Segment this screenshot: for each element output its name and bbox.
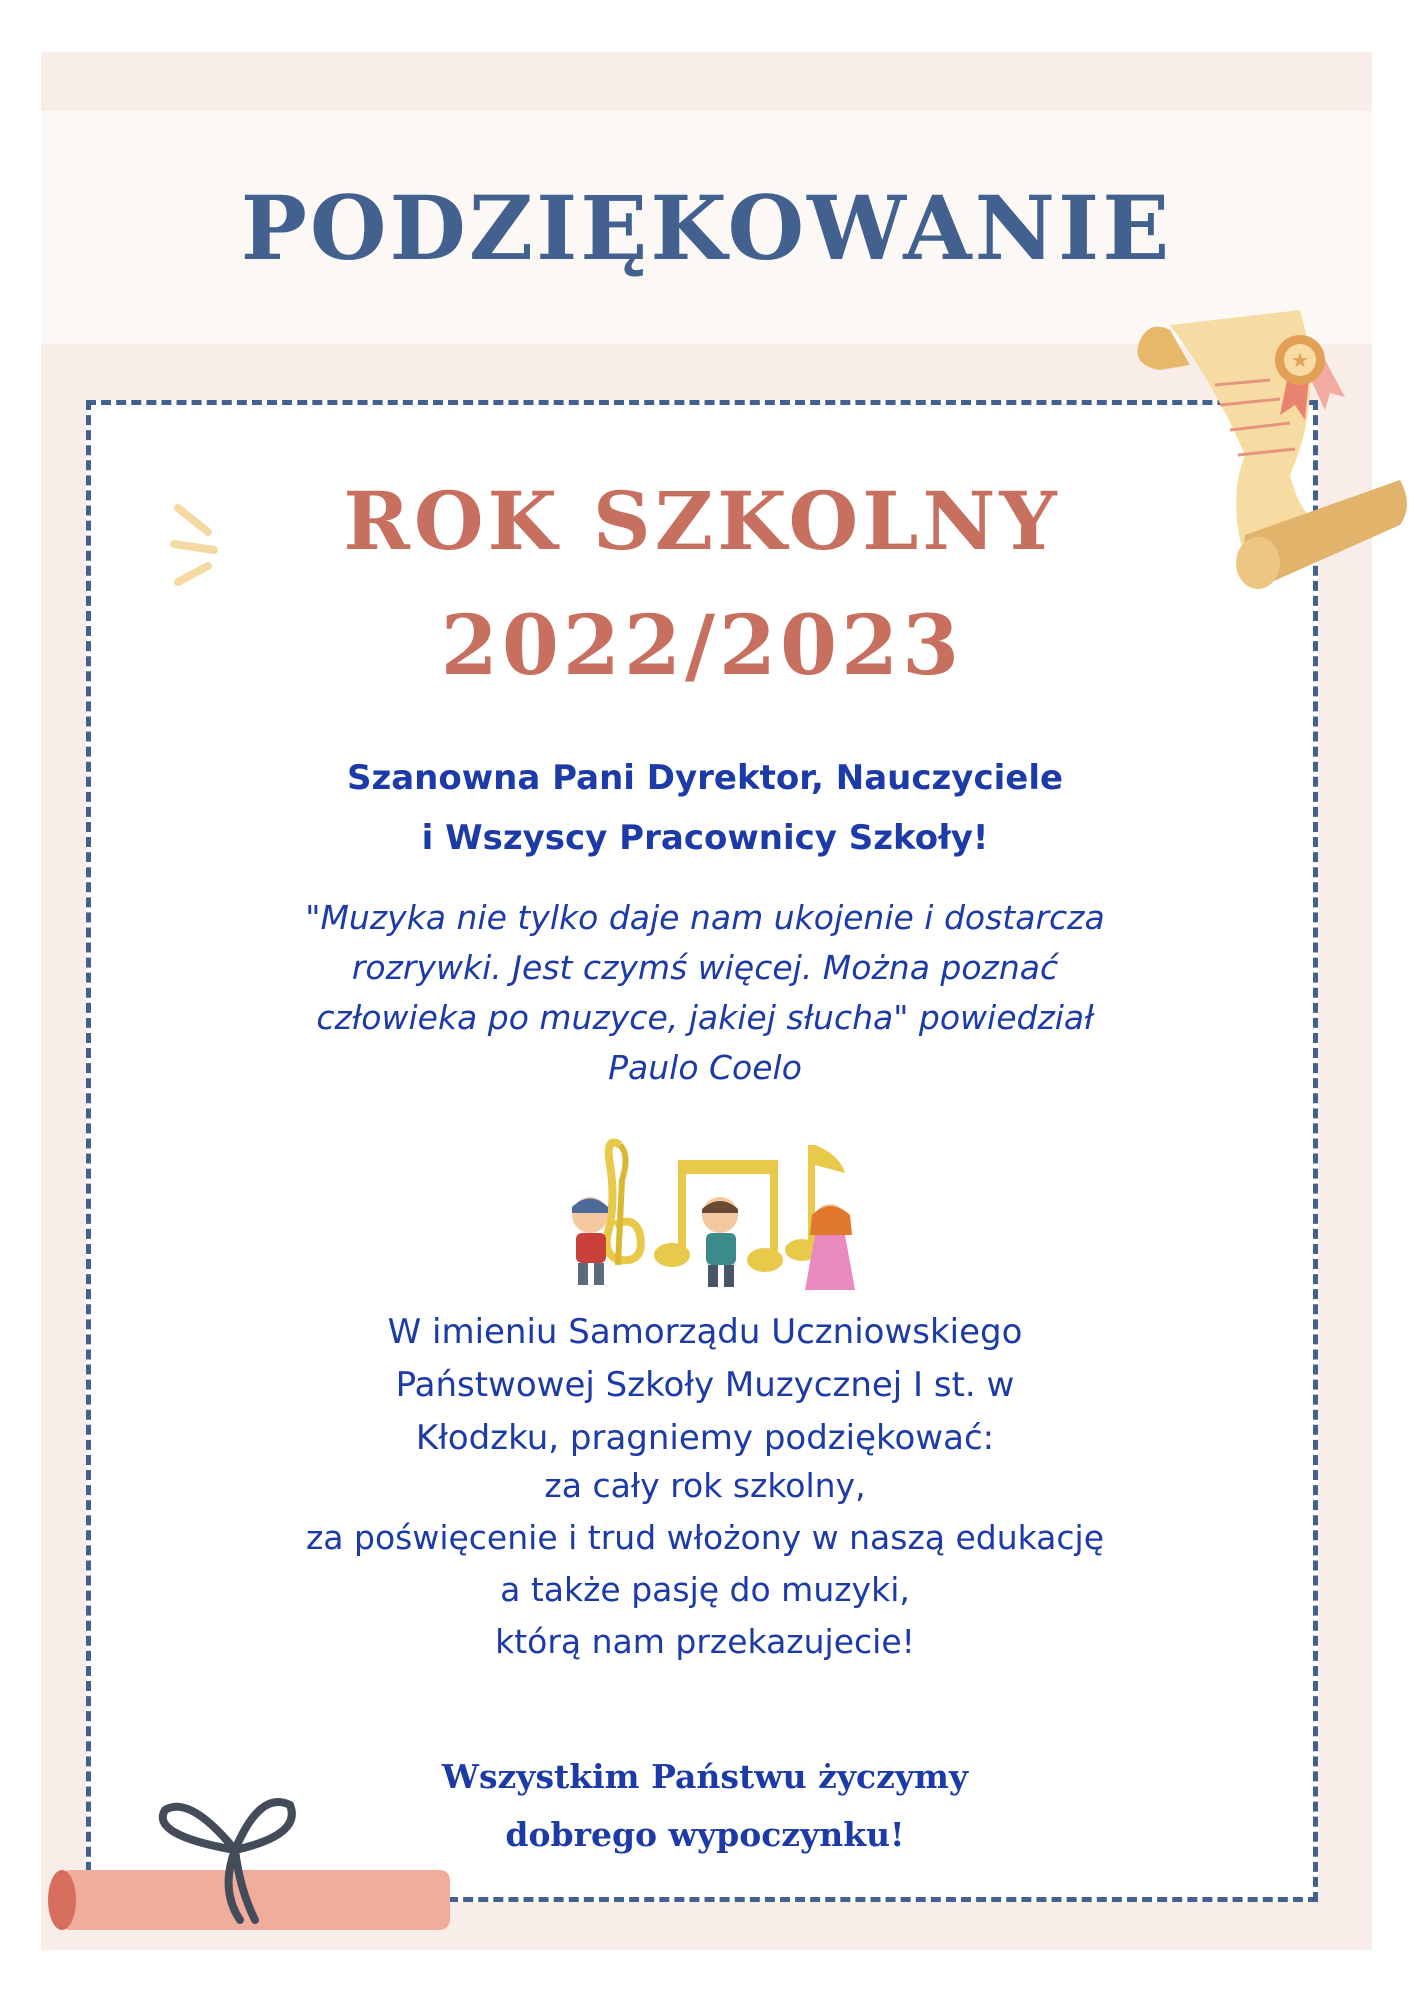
message-line: W imieniu Samorządu Uczniowskiego [387,1312,1023,1352]
message-line: za poświęcenie i trud włożony w naszą edukację [305,1518,1105,1557]
message-line: a także pasję do muzyki, [500,1570,910,1609]
quote [150,893,1260,1093]
page-title: PODZIĘKOWANIE [240,175,1173,280]
message-body [150,1460,1260,1668]
message-line: za cały rok szkolny, [544,1466,866,1505]
greeting-line: i Wszyscy Pracownicy Szkoły! [421,818,989,858]
message-heading [150,1306,1260,1465]
rolled-diploma-icon [40,1790,460,1940]
svg-text:★: ★ [1291,348,1309,372]
quote-line: człowieka po muzyce, jakiej słucha" powiedział [316,998,1094,1037]
message-line: Państwowej Szkoły Muzycznej I st. w [395,1365,1015,1405]
school-year-label: ROK SZKOLNY [343,474,1061,568]
message-line: którą nam przekazujecie! [495,1622,915,1661]
quote-author: Paulo Coelo [608,1048,802,1087]
quote-line: rozrywki. Jest czymś więcej. Można poznać [351,948,1059,987]
wishes-line: Wszystkim Państwu życzymy [441,1757,969,1796]
message-line: Kłodzku, pragniemy podziękować: [415,1418,995,1458]
quote-line: "Muzyka nie tylko daje nam ukojenie i dostarcza [305,898,1105,937]
wishes-line: dobrego wypoczynku! [505,1815,905,1854]
greeting [150,748,1260,868]
school-year-value: 2022/2023 [440,598,964,694]
greeting-line: Szanowna Pani Dyrektor, Nauczyciele [346,758,1064,798]
music-children-illustration [560,1135,860,1295]
